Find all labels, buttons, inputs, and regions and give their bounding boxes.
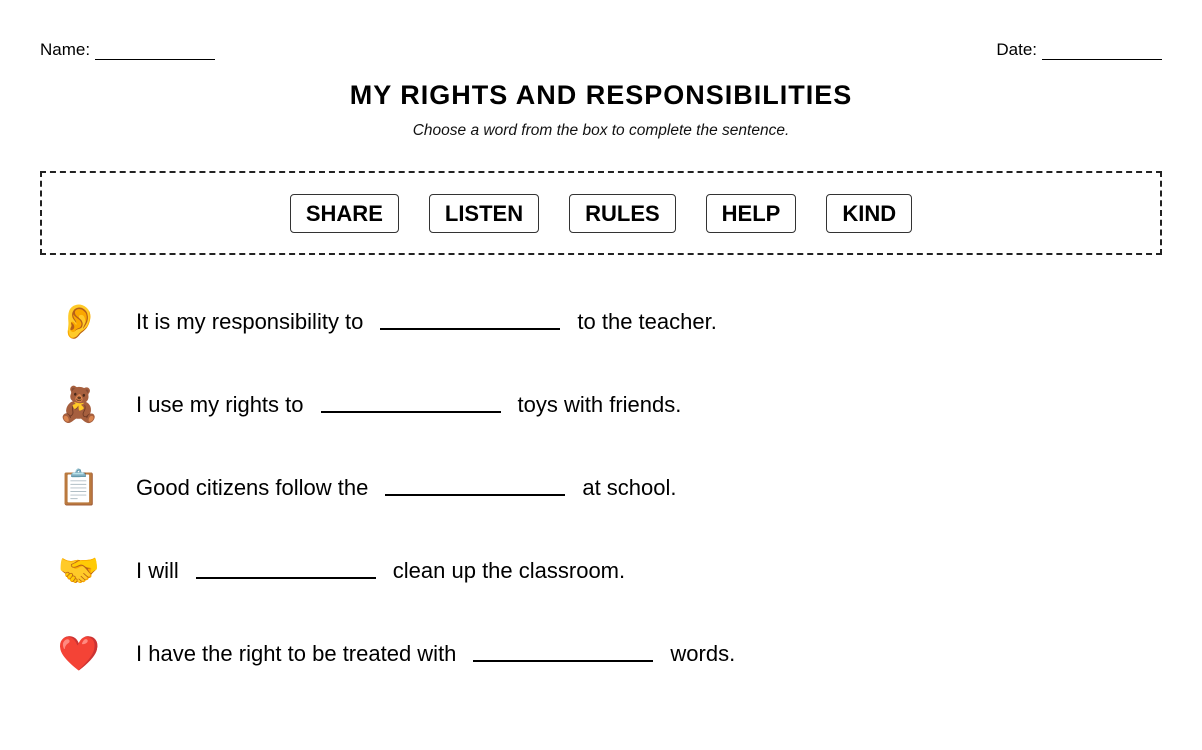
question-text-after: at school.: [582, 475, 677, 500]
word-rules: RULES: [569, 194, 676, 233]
question-text-before: I will: [136, 558, 179, 583]
instructions: Choose a word from the box to complete the sentence.: [412, 122, 790, 139]
answer-blank[interactable]: [380, 306, 560, 330]
answer-blank[interactable]: [321, 389, 501, 413]
answer-blank[interactable]: [196, 555, 376, 579]
word-bank: [40, 171, 1162, 255]
question-text-before: It is my responsibility to: [136, 309, 364, 334]
name-field: [40, 40, 215, 60]
date-field: [996, 40, 1162, 60]
question-5: [56, 629, 735, 679]
heart-icon: ❤️: [57, 635, 101, 673]
word-help: HELP: [706, 194, 797, 233]
question-2: [56, 380, 681, 430]
name-blank[interactable]: [95, 40, 215, 60]
word-listen: LISTEN: [429, 194, 539, 233]
word-share: SHARE: [290, 194, 399, 233]
question-text-after: toys with friends.: [517, 392, 682, 417]
page-title: MY RIGHTS AND RESPONSIBILITIES: [349, 80, 853, 110]
date-label: Date:: [996, 40, 1037, 59]
clipboard-icon: 📋: [57, 469, 101, 507]
name-label: Name:: [40, 40, 91, 59]
handshake-icon: 🤝: [57, 552, 101, 590]
teddy-bear-icon: 🧸: [57, 386, 101, 424]
question-text-after: to the teacher.: [577, 309, 717, 334]
question-text-after: words.: [670, 641, 736, 666]
answer-blank[interactable]: [473, 638, 653, 662]
question-text-after: clean up the classroom.: [392, 558, 626, 583]
answer-blank[interactable]: [385, 472, 565, 496]
question-3: [56, 463, 677, 513]
question-text-before: I have the right to be treated with: [136, 641, 457, 666]
ear-icon: 👂: [57, 303, 101, 341]
date-blank[interactable]: [1042, 40, 1162, 60]
question-text-before: I use my rights to: [136, 392, 304, 417]
question-text-before: Good citizens follow the: [136, 475, 369, 500]
question-1: [56, 297, 717, 347]
word-kind: KIND: [826, 194, 912, 233]
question-4: [56, 546, 625, 596]
